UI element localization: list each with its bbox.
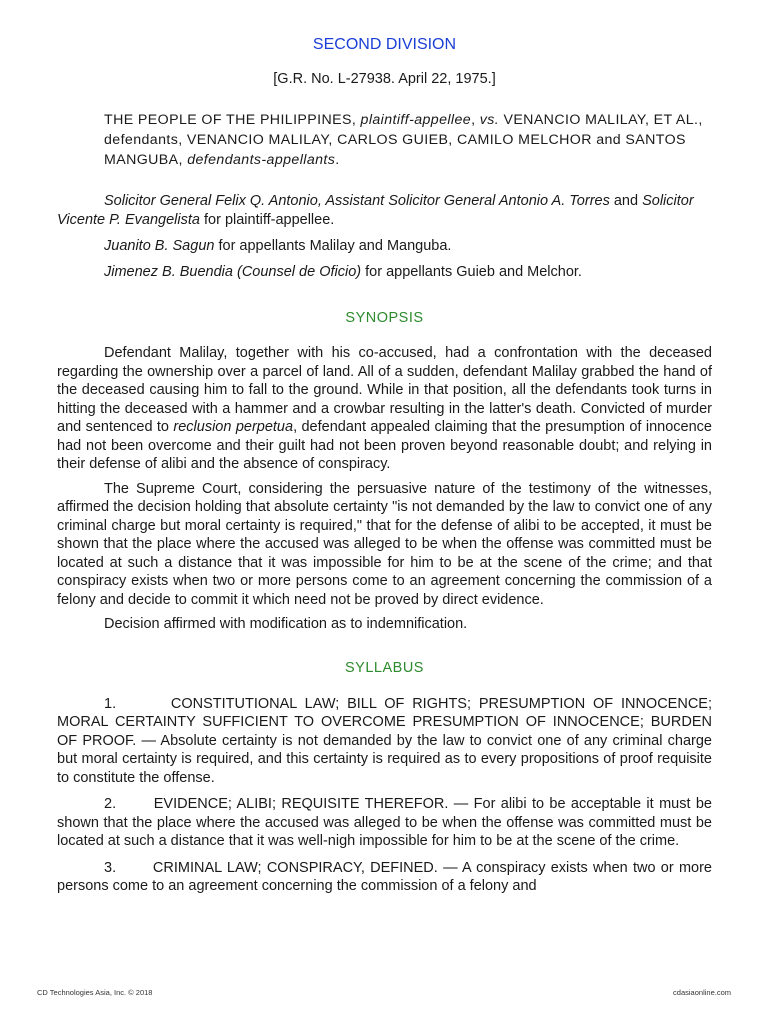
synopsis-paragraph-2: The Supreme Court, considering the persuasive nature of the testimony of the witnesses, affirmed the decision holding that absolute certainty "is not demanded by the law to convict one of any criminal charge but moral certainty is required," that for the defense of alibi to be accepted, it must be shown that the place where the accused was alleged to be when the offense was committed must be located at such a distance that it was impossible for him to be at the scene of the crime; and that conspiracy exists when two or more persons come to an agreement concerning the commission of a felony and decide to commit it which need not be proved by direct evidence. (57, 480, 712, 608)
division-heading: SECOND DIVISION (312, 36, 457, 53)
defendant-role: defendants-appellants (187, 152, 336, 168)
counsel-line-2 (57, 237, 712, 256)
synopsis-paragraph-1 (57, 344, 712, 474)
versus: vs. (479, 112, 500, 128)
syllabus-body (57, 695, 712, 896)
counsel-text: for appellants Guieb and Melchor. (361, 264, 582, 280)
case-parties (104, 110, 712, 170)
party-defendants: VENANCIO MALILAY, ET AL., defendants, VENANCIO MALILAY, CARLOS GUIEB, CAMILO MELCHOR and SANTOS MANGUBA, (104, 112, 703, 168)
separator: , (471, 112, 480, 128)
party-plaintiff: THE PEOPLE OF THE PHILIPPINES, (104, 112, 361, 128)
counsel-name: Juanito B. Sagun (104, 238, 215, 254)
syllabus-item: 2. EVIDENCE; ALIBI; REQUISITE THEREFOR. — For alibi to be acceptable it must be shown that the place where the accused was alleged to be when the offense was committed must be located at such a distance that it was well-nigh impossible for him to be at the scene of the crime. (57, 796, 712, 849)
syllabus-heading: SYLLABUS (345, 659, 424, 676)
plaintiff-role: plaintiff-appellee (360, 112, 472, 128)
footer-website: cdasiaonline.com (673, 988, 731, 997)
paragraph-italic: reclusion perpetua (173, 419, 294, 435)
paragraph-text: Defendant Malilay, together with his co-accused, had a confrontation with the deceased regarding the ownership over a parcel of land. All of a sudden, defendant Malilay grabbed the hand of the deceased causing him to fall to the ground. While in that position, all the defendants took turns in hitting the deceased with a hammer and a crowbar resulting in the latter's death. Convicted of murder and sentenced to (57, 345, 712, 435)
syllabus-item: 3. CRIMINAL LAW; CONSPIRACY, DEFINED. — A conspiracy exists when two or more persons come to an agreement concerning the commission of a felony and (57, 859, 712, 894)
synopsis-heading: SYNOPSIS (345, 310, 424, 326)
counsel-name: Jimenez B. Buendia (Counsel de Oficio) (104, 264, 362, 280)
counsel-line-3 (57, 263, 712, 282)
counsel-section (57, 192, 712, 282)
paragraph-text: , defendant appealed claiming that the presumption of innocence had not been overcome and their guilt had not been proven beyond reasonable doubt; and relying in their defense of alibi and the absence of conspiracy. (57, 419, 712, 472)
counsel-line-1 (57, 192, 712, 230)
synopsis-body (57, 344, 712, 634)
counsel-text: and (609, 193, 643, 209)
syllabus-item: 1. CONSTITUTIONAL LAW; BILL OF RIGHTS; PRESUMPTION OF INNOCENCE; MORAL CERTAINTY SUFFICIENT TO OVERCOME PRESUMPTION OF INNOCENCE; BURDEN OF PROOF. — Absolute certainty is not demanded by the law to convict one of any criminal charge but moral certainty is required, and this certainty is required as to every propositions of proof requisite to constitute the offense. (57, 695, 712, 786)
counsel-text: for appellants Malilay and Manguba. (214, 238, 452, 254)
counsel-name: Solicitor Vicente P. Evangelista (57, 193, 694, 228)
synopsis-paragraph-3: Decision affirmed with modification as to indemnification. (104, 616, 468, 632)
case-number: [G.R. No. L-27938. April 22, 1975.] (273, 71, 496, 87)
footer-copyright: CD Technologies Asia, Inc. © 2018 (37, 988, 153, 997)
counsel-name: Solicitor General Felix Q. Antonio, Assistant Solicitor General Antonio A. Torres (104, 193, 610, 209)
document-page (57, 30, 712, 904)
counsel-text: for plaintiff-appellee. (199, 212, 335, 228)
period: . (335, 152, 340, 168)
